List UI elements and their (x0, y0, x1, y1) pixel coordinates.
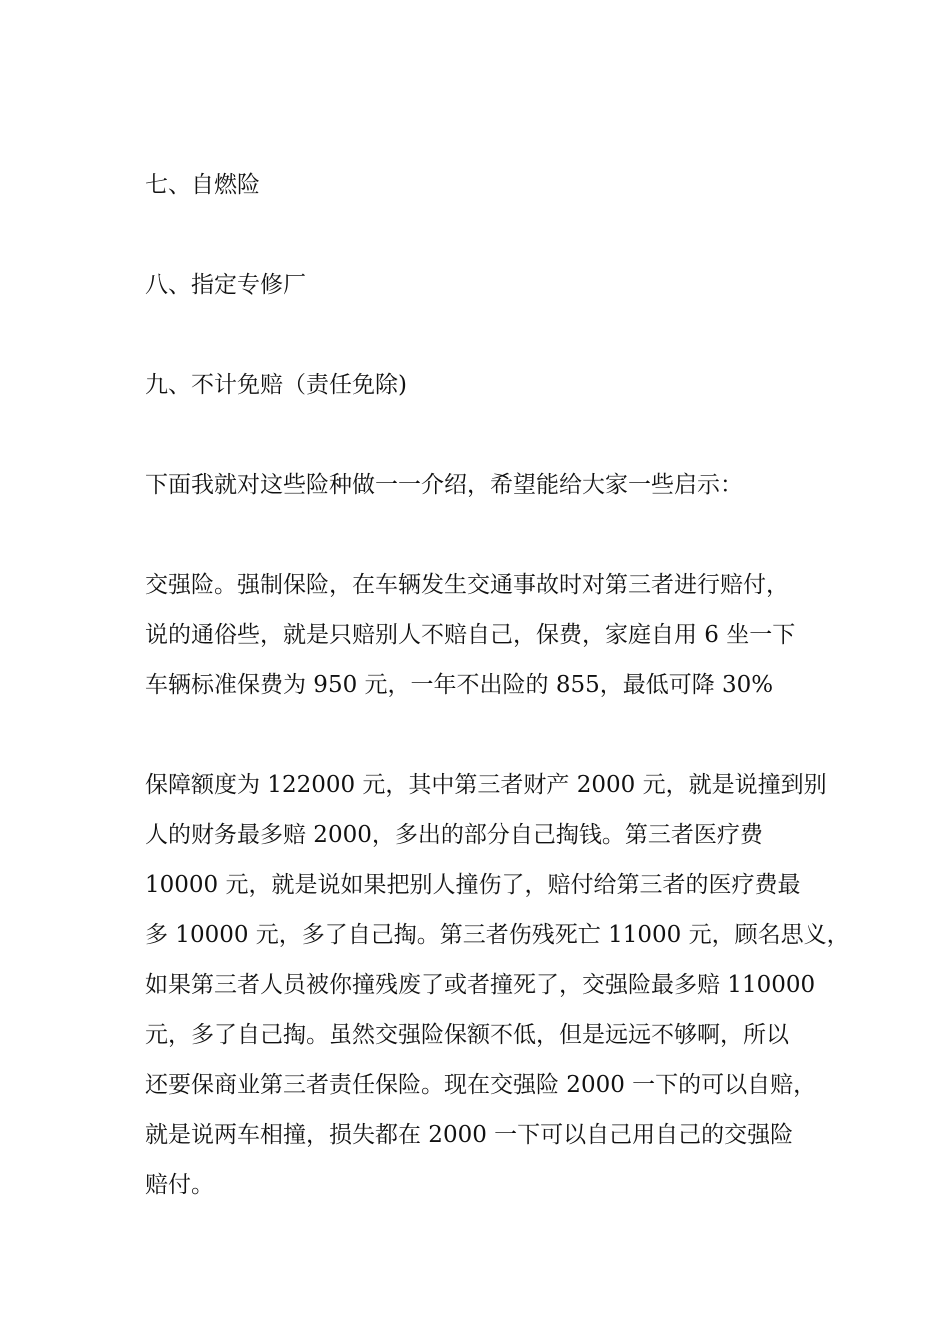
paragraph-line: 多 10000 元，多了自己掏。第三者伤残死亡 11000 元，顾名思义， (145, 922, 850, 948)
list-item-self-ignition: 七、自燃险 (145, 172, 260, 198)
paragraph-compulsory-insurance (145, 570, 795, 720)
paragraph-line: 车辆标准保费为 950 元，一年不出险的 855，最低可降 30% (145, 672, 774, 698)
paragraph-line: 就是说两车相撞，损失都在 2000 一下可以自己用自己的交强险 (145, 1122, 794, 1148)
paragraph-line: 10000 元，就是说如果把别人撞伤了，赔付给第三者的医疗费最 (145, 872, 801, 898)
paragraph-line: 元，多了自己掏。虽然交强险保额不低，但是远远不够啊，所以 (145, 1022, 789, 1048)
list-item-deductible-waiver: 九、不计免赔（责任免除) (145, 372, 407, 398)
paragraph-line: 说的通俗些，就是只赔别人不赔自己，保费，家庭自用 6 坐一下 (145, 622, 796, 648)
paragraph-line: 人的财务最多赔 2000，多出的部分自己掏钱。第三者医疗费 (145, 822, 763, 848)
paragraph-line: 交强险。强制保险，在车辆发生交通事故时对第三者进行赔付， (145, 572, 789, 598)
paragraph-coverage-limits (145, 770, 850, 1220)
paragraph-line: 赔付。 (145, 1172, 214, 1198)
paragraph-line: 如果第三者人员被你撞残废了或者撞死了，交强险最多赔 110000 (145, 972, 816, 998)
intro-paragraph: 下面我就对这些险种做一一介绍，希望能给大家一些启示： (145, 472, 743, 498)
list-item-designated-repair: 八、指定专修厂 (145, 272, 306, 298)
paragraph-line: 保障额度为 122000 元，其中第三者财产 2000 元，就是说撞到别 (145, 772, 827, 798)
paragraph-line: 还要保商业第三者责任保险。现在交强险 2000 一下的可以自赔， (145, 1072, 817, 1098)
